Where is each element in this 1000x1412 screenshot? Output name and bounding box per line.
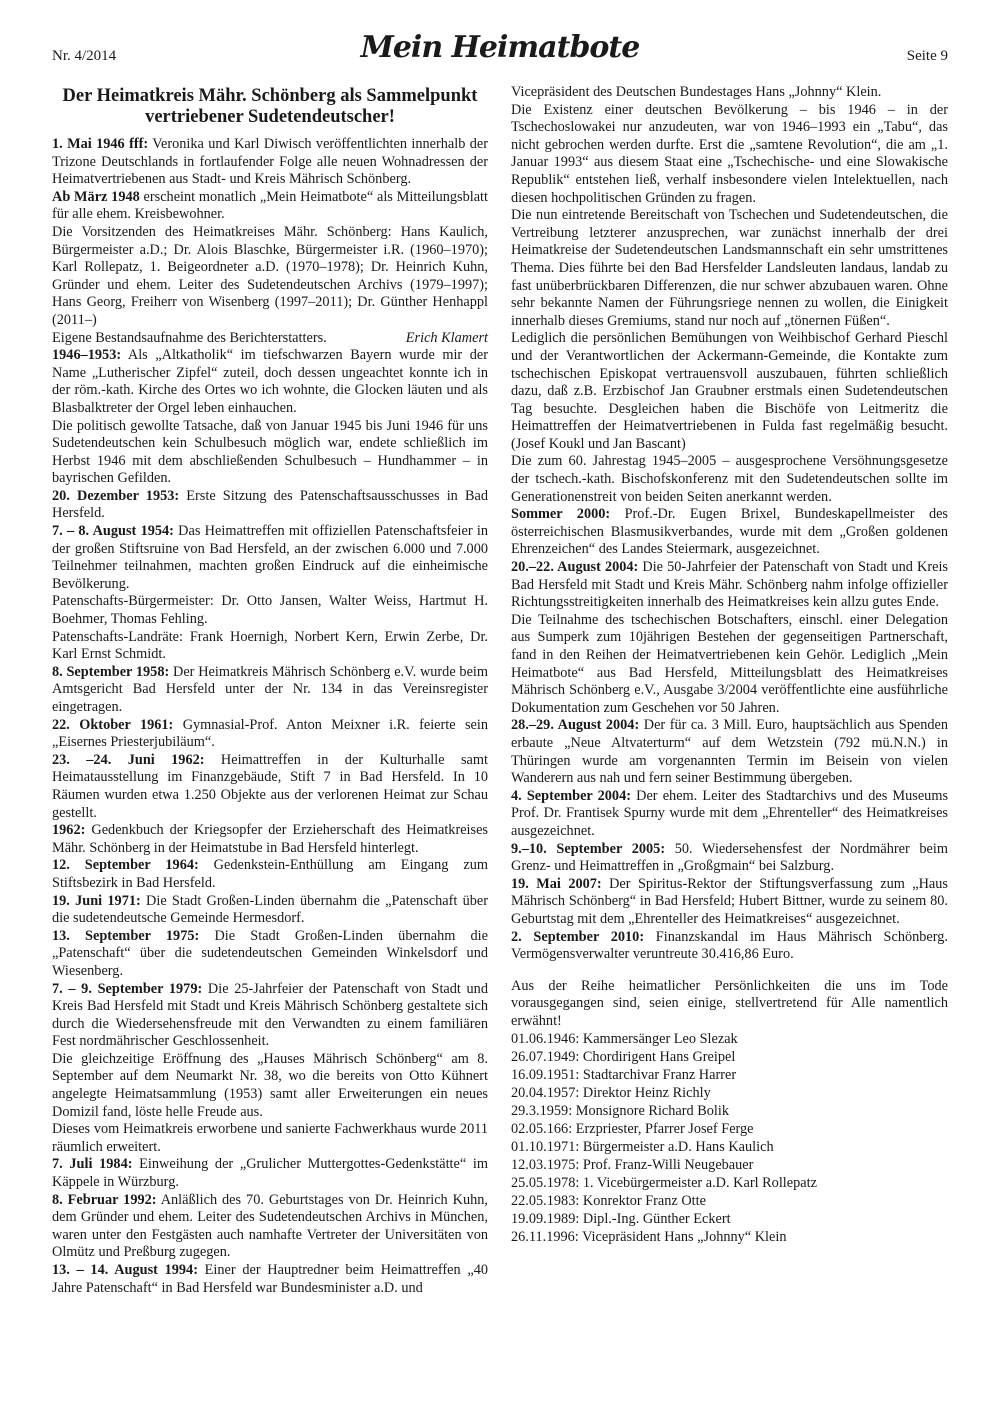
entry-text: Vicepräsident des Deutschen Bundestages Hans „Johnny“ Klein. (511, 84, 882, 100)
entry-date: 7. Juli 1984: (52, 1156, 133, 1173)
entry-date: 22. Oktober 1961: (52, 716, 174, 733)
memorial-item: 01.06.1946: Kammersänger Leo Slezak (511, 1031, 738, 1048)
entry-text: Die Vorsitzenden des Heimatkreises Mähr. Schönberg: Hans Kaulich, Bürgermeister a.D.; Dr. Alois Blaschke, Bürgermeister i.R. (1960–1970); Karl Rollepatz, 1. Beigeordneter a.D. (1970–1978); Dr. Heinrich Kuhn, Gründer und ehem. Leiter des Sudetendeutschen Archivs (1979–1997); Hans Georg, Freiherr von Wisenberg (1997–2011); Dr. Günther Henhappl (2011–) (52, 223, 488, 328)
entry-text: Gymnasial-Prof. Anton Meixner i.R. feierte sein „Eisernes Priesterjubiläum“. (52, 716, 488, 751)
entry-date: 19. Mai 2007: (511, 875, 602, 892)
chronicle-entry (52, 1121, 488, 1156)
author-signature: Erich Klamert (405, 329, 488, 346)
chronicle-entry (52, 136, 488, 189)
entry-text: Anläßlich des 70. Geburtstages von Dr. Heinrich Kuhn, dem Gründer und ehem. Leiter des Sudetendeutschen Archivs in München, waren unter den Festgästen auch namhafte Vertreter der Universitäten von Olmütz und Preßburg zugegen. (52, 1191, 488, 1261)
chronicle-entry (511, 453, 948, 506)
entry-text: Die Teilnahme des tschechischen Botschafters, einschl. einer Delegation aus Sumperk zum 10jährigen Bestehen der gegenseitigen Partnerschaft, fand in den Reihen der Heimatvertriebenen kein Gehör. Lediglich „Mein Heimatbote“ aus Bad Hersfeld, Mitteilungsblatt des Heimatkreises Mährisch Schönberg e.V., Ausgabe 3/2004 veröffentlichte eine ausführliche Dokumentation zum Geschehen vor 50 Jahren. (511, 611, 948, 716)
entry-text: Die Stadt Großen-Linden übernahm die „Patenschaft über die sudetendeutsche Gemeinde Hermesdorf. (52, 892, 488, 927)
entry-date: 8. Februar 1992: (52, 1191, 157, 1208)
entry-text: Der Heimatkreis Mährisch Schönberg e.V. wurde beim Amtsgericht Bad Hersfeld unter der Nr. 134 in das Vereinsregister eingetragen. (52, 663, 489, 715)
entry-text: Gedenkstein-Enthüllung am Eingang zum Stiftsbezirk in Bad Hersfeld. (52, 857, 488, 891)
chronicle-entry (511, 717, 948, 787)
chronicle-entry (52, 330, 488, 348)
chronicle-entry (52, 418, 488, 488)
chronicle-entry (511, 929, 948, 964)
memorial-item: 16.09.1951: Stadtarchivar Franz Harrer (511, 1067, 737, 1084)
chronicle-entry (511, 841, 948, 876)
entry-text: Die nun eintretende Bereitschaft von Tschechen und Sudetendeutschen, die Vertreibung letzterer anzusprechen, war zunächst innerhalb der drei Heimatkreise der Sudetendeutschen Landsmannschaft ein sehr umstrittenes Thema. Dies führte bei den Bad Hersfelder Landsleuten landaus, landab zu fast unüberbrückbaren Differenzen, die nur schwer abzubauen waren. Ohne sehr bekannte Namen der Führungsriege nennen zu wollen, die Einigkeit innerhalb dieses Gremiums, stand nur noch auf „tönernen Füßen“. (511, 207, 948, 329)
entry-text: Prof.-Dr. Eugen Brixel, Bundeskapellmeister des österreichischen Blasmusikverbandes, wurde mit dem „Großen goldenen Ehrenzeichen“ des Landes Steiermark, ausgezeichnet. (511, 506, 948, 558)
memorial-item: 22.05.1983: Konrektor Franz Otte (511, 1193, 706, 1210)
entry-text: Die politisch gewollte Tatsache, daß von Januar 1945 bis Juni 1946 für uns Sudetendeutschen kein Schulbesuch möglich war, endete schließlich im Herbst 1946 mit dem abschließenden Schulbesuch – Hundhammer – in bayrischen Gefilden. (52, 417, 488, 487)
entry-text: Gedenkbuch der Kriegsopfer der Erzieherschaft des Heimatkreises Mähr. Schönberg in der Heimatstube in Bad Hersfeld hinterlegt. (52, 822, 488, 856)
entry-date: 4. September 2004: (511, 787, 631, 804)
chronicle-entry (511, 506, 948, 559)
entry-date: 1. Mai 1946 fff: (52, 136, 149, 152)
entry-text: 50. Wiedersehensfest der Nordmährer beim Grenz- und Heimattreffen in „Großgmain“ bei Salzburg. (511, 840, 948, 875)
entry-text: Einer der Hauptredner beim Heimattreffen „40 Jahre Patenschaft“ in Bad Hersfeld war Bundesminister a.D. und (52, 1262, 488, 1296)
chronicle-entry (52, 981, 488, 1051)
issue-number: Nr. 4/2014 (52, 48, 117, 64)
memorial-item: 26.07.1949: Chordirigent Hans Greipel (511, 1049, 736, 1066)
article-title: Der Heimatkreis Mähr. Schönberg als Sammelpunkt vertriebener Sudetendeutscher! (62, 86, 478, 127)
chronicle-entry (511, 84, 948, 102)
entry-date: 1962: (52, 822, 86, 839)
chronicle-entry (511, 207, 948, 330)
chronicle-entry (511, 102, 948, 208)
entry-date: 12. September 1964: (52, 857, 199, 874)
chronicle-entry (511, 559, 948, 612)
entry-text: Die zum 60. Jahrestag 1945–2005 – ausgesprochene Versöhnungsgesetze der tschech.-kath. Bischofskonferenz mit den Sudetendeutschen sollte im Generationenstreit von beiden Seiten anerkannt werden. (511, 453, 948, 505)
memorial-intro: Aus der Reihe heimatlicher Persönlichkeiten die uns im Tode vorausgegangen sind, seien einige, stellvertretend für Alle namentlich erwähnt! (511, 977, 948, 1029)
chronicle-entry (52, 664, 488, 717)
entry-date: 7. – 8. August 1954: (52, 523, 174, 540)
masthead-logo: Mein Heimatbote (360, 30, 640, 65)
entry-date: 9.–10. September 2005: (511, 840, 666, 857)
left-column (52, 84, 488, 1297)
chronicle-entry (52, 224, 488, 330)
entry-date: 20. Dezember 1953: (52, 487, 180, 504)
entry-text: Finanzskandal im Haus Mährisch Schönberg. Vermögensverwalter veruntreute 30.416,86 Euro. (511, 928, 949, 963)
memorial-item: 02.05.166: Erzpriester, Pfarrer Josef Ferge (511, 1121, 754, 1138)
entry-date: Ab März 1948 (52, 188, 140, 205)
memorial-item: 19.09.1989: Dipl.-Ing. Günther Eckert (511, 1211, 731, 1228)
chronicle-entry (52, 347, 488, 417)
entry-text: Das Heimattreffen mit offiziellen Patenschaftsfeier in der großen Stiftsruine von Bad Hersfeld, an der zwischen 6.000 und 7.000 Teilnehmer teilnahmen, machten großen Eindruck auf die einheimische Bevölkerung. (52, 523, 488, 592)
right-column (511, 84, 948, 1246)
entry-text: Die 25-Jahrfeier der Patenschaft von Stadt und Kreis Bad Hersfeld mit Stadt und Kreis Mährisch Schönberg gestaltete sich durch die Wiedersehensfreude mit den Verwandten zu einem familiären Fest nordmährischer Geschlossenheit. (52, 980, 488, 1050)
entry-date: 7. – 9. September 1979: (52, 980, 203, 997)
entry-text: erscheint monatlich „Mein Heimatbote“ als Mitteilungsblatt für alle ehem. Kreisbewohner. (52, 188, 488, 223)
entry-text: Dieses vom Heimatkreis erworbene und sanierte Fachwerkhaus wurde 2011 räumlich erweitert. (52, 1121, 488, 1155)
chronicle-entry (511, 876, 948, 929)
chronicle-entry (52, 717, 488, 752)
chronicle-entry (52, 593, 488, 628)
entry-text: Erste Sitzung des Patenschaftsausschusses in Bad Hersfeld. (52, 487, 489, 522)
entry-text: Die Stadt Großen-Linden übernahm die „Patenschaft“ über die sudetendeutschen Gemeinden Winkelsdorf und Wiesenberg. (52, 927, 489, 979)
entry-text: Die 50-Jahrfeier der Patenschaft von Stadt und Kreis Bad Hersfeld mit Stadt und Kreis Mähr. Schönberg nahm infolge offizieller Richtungsstreitigkeiten innerhalb des Heimatkreises kein allzu gutes Ende. (511, 559, 949, 611)
entry-text: Einweihung der „Grulicher Muttergottes-Gedenkstätte“ im Käppele in Würzburg. (52, 1156, 488, 1191)
memorial-item: 26.11.1996: Vicepräsident Hans „Johnny“ Klein (511, 1229, 787, 1246)
memorial-item: 20.04.1957: Direktor Heinz Richly (511, 1085, 711, 1102)
chronicle-entry (52, 893, 488, 928)
chronicle-entry (52, 1156, 488, 1191)
entry-date: 23. –24. Juni 1962: (52, 751, 205, 768)
chronicle-entry (511, 612, 948, 718)
entry-text: Lediglich die persönlichen Bemühungen von Weihbischof Gerhard Pieschl und der Verantwortlichen der Ackermann-Gemeinde, die Kontakte zum tschechischen Episkopat vertrauensvoll auszubauen, führten schließlich dazu, daß z.B. Erzbischof Jan Graubner erstmals einen Sudetendeutschen Tag besuchte. Desgleichen haben die Bischöfe von Leitmeritz die Heimattreffen der Heimatvertriebenen in Fulda fast regelmäßig besucht. (Josef Koukl und Jan Bascant) (511, 330, 948, 452)
entry-text: Als „Altkatholik“ im tiefschwarzen Bayern wurde mir der Name „Lutherischer Zipfel“ zuteil, doch dessen ungeachtet konnte ich in der röm.-kath. Kirche des Ortes wo ich wohnte, die Glocken läuten und als Blasbalktreter der Orgel leben einhauchen. (52, 347, 488, 416)
entry-text: Die gleichzeitige Eröffnung des „Hauses Mährisch Schönberg“ am 8. September auf dem Neumarkt Nr. 38, wo die bereits von Otto Kühnert angelegte Heimatsammlung (1953) samt aller Erweiterungen ein neues Domizil fand, löste helle Freude aus. (52, 1050, 488, 1120)
entry-text: Der ehem. Leiter des Stadtarchivs und des Museums Prof. Dr. Frantisek Spurny wurde mit dem „Ehrenteller“ des Heimatkreises ausgezeichnet. (511, 787, 949, 839)
chronicle-entry (52, 928, 488, 981)
entry-date: 2. September 2010: (511, 928, 645, 945)
entry-date: Sommer 2000: (511, 506, 611, 523)
chronicle-entry (52, 523, 488, 593)
entry-text: Die Existenz einer deutschen Bevölkerung – bis 1946 – in der Tschechoslowakei nur anzudeuten, war von 1946–1993 ein „Tabu“, das nicht gebrochen werden durfte. Erst die „samtene Revolution“, die am „1. Januar 1993“ aus diesem Staat eine „Tschechische- und eine Slowakische Republik“ entstehen ließ, verhalf insbesondere vielen Intelektuellen, nach diesen hochpolitischen Gründen zu fragen. (511, 101, 948, 206)
entry-date: 20.–22. August 2004: (511, 559, 639, 576)
chronicle-entry (52, 822, 488, 857)
memorial-item: 12.03.1975: Prof. Franz-Willi Neugebauer (511, 1157, 754, 1174)
chronicle-entry (52, 629, 488, 664)
entry-date: 13. September 1975: (52, 927, 200, 944)
entry-date: 1946–1953: (52, 347, 122, 364)
chronicle-entry (511, 330, 948, 453)
memorial-item: 29.3.1959: Monsignore Richard Bolik (511, 1103, 730, 1120)
chronicle-entry (52, 1051, 488, 1121)
chronicle-entry (52, 752, 488, 822)
entry-text: Der für ca. 3 Mill. Euro, hauptsächlich aus Spenden erbaute „Neue Altvaterturm“ auf dem Wetzstein (792 mü.N.N.) in Thüringen wurde am vorgenannten Termin im Beisein von vielen Wanderern aus nah und fern seiner Bestimmung übergeben. (511, 717, 949, 787)
chronicle-entry (52, 488, 488, 523)
right-body (511, 84, 948, 964)
left-body (52, 136, 488, 1297)
entry-date: 13. – 14. August 1994: (52, 1262, 198, 1278)
page-number: Seite 9 (906, 48, 948, 64)
entry-text: Eigene Bestandsaufnahme des Berichterstatters. (52, 329, 327, 346)
entry-text: Der Spiritus-Rektor der Stiftungsverfassung zum „Haus Mährisch Schönberg“ in Bad Hersfeld; Hubert Bittner, wurde zu seinem 80. Geburtstag mit dem „Ehrenteller des Heimatkreises“ ausgezeichnet. (511, 875, 948, 927)
entry-text: Heimattreffen in der Kulturhalle samt Heimatausstellung im Finanzgebäude, Stift 7 in Bad Hersfeld. In 10 Räumen wurden etwa 1.250 Objekte aus der verlorenen Heimat zur Schau gestellt. (52, 751, 488, 821)
entry-text: Patenschafts-Landräte: Frank Hoernigh, Norbert Kern, Erwin Zerbe, Dr. Karl Ernst Schmidt. (52, 628, 488, 663)
memorial-list (511, 1030, 948, 1246)
entry-date: 19. Juni 1971: (52, 892, 141, 909)
chronicle-entry (52, 1192, 488, 1262)
entry-text: Patenschafts-Bürgermeister: Dr. Otto Jansen, Walter Weiss, Hartmut H. Boehmer, Thomas Fehling. (52, 593, 488, 628)
memorial-item: 01.10.1971: Bürgermeister a.D. Hans Kaulich (511, 1139, 774, 1156)
memorial-item: 25.05.1978: 1. Vicebürgermeister a.D. Karl Rollepatz (511, 1175, 817, 1192)
chronicle-entry (52, 189, 488, 224)
entry-date: 8. September 1958: (52, 663, 170, 680)
entry-text: Veronika und Karl Diwisch veröffentlichten innerhalb der Trizone Deutschlands in fortlaufender Folge alle neuen Wohnadressen der Heimatvertriebenen aus Stadt- und Kreis Mährisch Schönberg. (52, 136, 488, 188)
chronicle-entry (511, 788, 948, 841)
chronicle-entry (52, 1262, 488, 1297)
chronicle-entry (52, 857, 488, 892)
entry-date: 28.–29. August 2004: (511, 717, 640, 734)
